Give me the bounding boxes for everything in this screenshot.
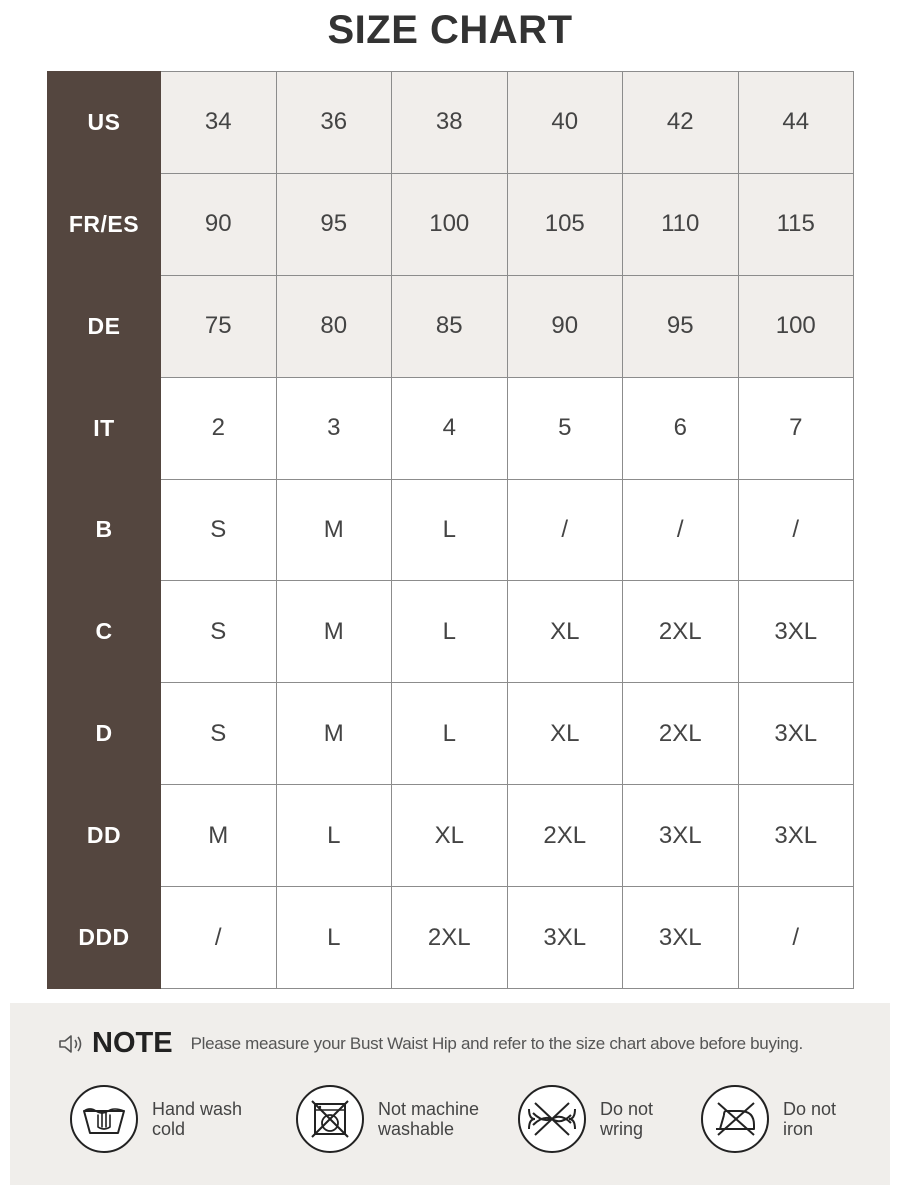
table-row	[48, 887, 854, 989]
table-cell: XL	[392, 785, 508, 887]
table-cell: XL	[507, 581, 623, 683]
row-label: DDD	[48, 887, 161, 989]
table-row	[48, 785, 854, 887]
care-label-line2: wring	[600, 1119, 644, 1139]
care-item-no-machine-wash	[296, 1085, 479, 1153]
table-cell: 6	[623, 377, 739, 479]
table-cell: 3XL	[738, 785, 854, 887]
table-cell: 34	[161, 72, 277, 174]
care-label-line2: iron	[783, 1119, 814, 1139]
table-cell: /	[738, 887, 854, 989]
page-title: SIZE CHART	[327, 8, 573, 52]
table-cell: 3XL	[738, 683, 854, 785]
table-cell: 90	[507, 275, 623, 377]
care-label-line1: Do not	[600, 1099, 654, 1119]
table-cell: 4	[392, 377, 508, 479]
row-label: IT	[48, 377, 161, 479]
table-cell: M	[161, 785, 277, 887]
table-cell: L	[276, 887, 392, 989]
table-cell: 115	[738, 173, 854, 275]
size-chart-table	[47, 71, 854, 989]
table-cell: L	[392, 479, 508, 581]
care-item-no-iron	[701, 1085, 836, 1153]
care-label-line1: Not machine	[378, 1099, 480, 1119]
note-title: NOTE	[92, 1027, 173, 1059]
care-label-line2: cold	[152, 1119, 186, 1139]
table-cell: 44	[738, 72, 854, 174]
care-label-line1: Hand wash	[152, 1099, 243, 1119]
care-item-no-wring	[518, 1085, 653, 1153]
table-row	[48, 581, 854, 683]
table-row	[48, 479, 854, 581]
table-cell: 2XL	[392, 887, 508, 989]
table-cell: 3XL	[738, 581, 854, 683]
hand-wash-icon	[70, 1085, 138, 1153]
table-cell: 85	[392, 275, 508, 377]
table-cell: XL	[507, 683, 623, 785]
table-cell: S	[161, 479, 277, 581]
table-cell: S	[161, 581, 277, 683]
table-cell: L	[276, 785, 392, 887]
table-cell: 3XL	[507, 887, 623, 989]
row-label: B	[48, 479, 161, 581]
table-cell: 36	[276, 72, 392, 174]
table-cell: 7	[738, 377, 854, 479]
table-row	[48, 683, 854, 785]
note-panel	[10, 1003, 890, 1185]
table-cell: 2XL	[623, 683, 739, 785]
table-cell: 100	[738, 275, 854, 377]
table-cell: 95	[623, 275, 739, 377]
no-iron-icon	[701, 1085, 769, 1153]
table-cell: 3XL	[623, 887, 739, 989]
table-row	[48, 275, 854, 377]
row-label: DE	[48, 275, 161, 377]
table-cell: M	[276, 581, 392, 683]
row-label: US	[48, 72, 161, 174]
table-cell: 110	[623, 173, 739, 275]
table-cell: M	[276, 479, 392, 581]
table-cell: L	[392, 683, 508, 785]
table-cell: M	[276, 683, 392, 785]
table-cell: 90	[161, 173, 277, 275]
table-cell: 105	[507, 173, 623, 275]
care-item-hand-wash	[70, 1085, 242, 1153]
table-cell: /	[161, 887, 277, 989]
no-machine-wash-icon	[296, 1085, 364, 1153]
table-cell: 95	[276, 173, 392, 275]
care-label-line1: Do not	[783, 1099, 837, 1119]
table-row	[48, 173, 854, 275]
row-label: D	[48, 683, 161, 785]
table-cell: 42	[623, 72, 739, 174]
table-cell: 40	[507, 72, 623, 174]
row-label: C	[48, 581, 161, 683]
table-cell: 75	[161, 275, 277, 377]
table-cell: /	[623, 479, 739, 581]
table-cell: /	[507, 479, 623, 581]
speaker-icon	[58, 1033, 84, 1055]
table-cell: 5	[507, 377, 623, 479]
table-cell: L	[392, 581, 508, 683]
table-row	[48, 377, 854, 479]
table-cell: 80	[276, 275, 392, 377]
note-header	[58, 1027, 803, 1060]
table-cell: 3XL	[623, 785, 739, 887]
no-wring-icon	[518, 1085, 586, 1153]
table-cell: 2XL	[623, 581, 739, 683]
row-label: FR/ES	[48, 173, 161, 275]
care-label-line2: washable	[378, 1119, 455, 1139]
table-cell: 3	[276, 377, 392, 479]
table-row	[48, 72, 854, 174]
table-cell: 38	[392, 72, 508, 174]
table-cell: S	[161, 683, 277, 785]
row-label: DD	[48, 785, 161, 887]
table-cell: 100	[392, 173, 508, 275]
table-cell: /	[738, 479, 854, 581]
note-text: Please measure your Bust Waist Hip and refer to the size chart above before buying.	[190, 1033, 803, 1053]
table-cell: 2	[161, 377, 277, 479]
table-cell: 2XL	[507, 785, 623, 887]
